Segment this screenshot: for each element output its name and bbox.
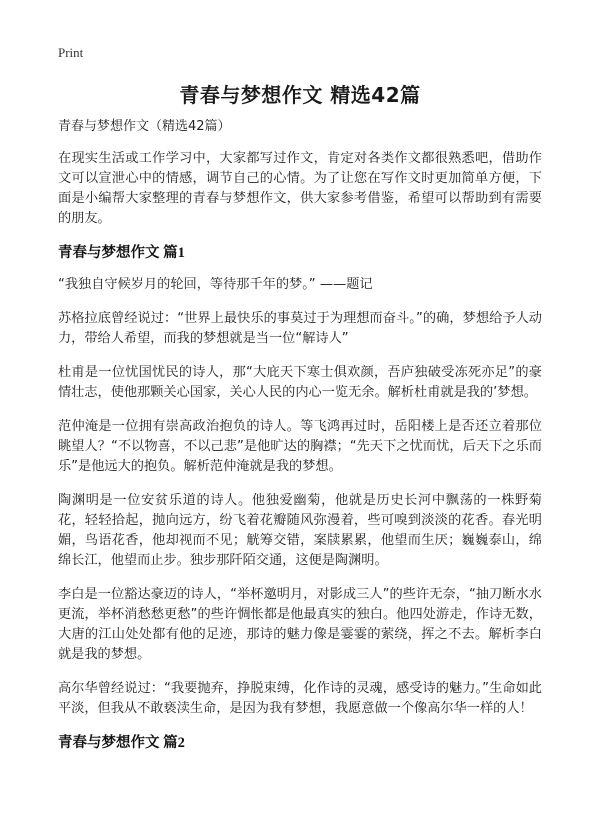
paragraph: 李白是一位豁达豪迈的诗人，“举杯邀明月，对影成三人”的些许无奈，“抽刀断水水更流，举杯消愁愁更愁”的些许惆怅都是他最真实的独白。他四处游走，作诗无数，大唐的江山处处都有他的足迹，那诗的魅力像是霎霎的萦绕，挥之不去。解析李白就是我的梦想。 [58,587,542,662]
paragraph: “我独自守候岁月的轮回，等待那千年的梦。” ——题记 [58,277,373,292]
intro-paragraph: 在现实生活或工作学习中，大家都写过作文，肯定对各类作文都很熟悉吧，借助作文可以宣泄心中的情感，调节自己的心情。为了让您在写作文时更加简单方便，下面是小编帮大家整理的青春与梦想作文，供大家参考借鉴，希望可以帮助到有需要的朋友。 [58,151,542,226]
article-subtitle: 青春与梦想作文（精选42篇） [58,119,231,134]
paragraph: 范仲淹是一位拥有崇高政治抱负的诗人。等飞鸿再过时，岳阳楼上是否还立着那位眺望人？“不以物喜，不以己悲”是他旷达的胸襟；“先天下之忧而忧，后天下之乐而乐”是他远大的抱负。解析范仲淹就是我的梦想。 [58,419,542,474]
section-heading-2: 青春与梦想作文 篇2 [58,735,185,751]
paragraph: 高尔华曾经说过：“我要抛弃，挣脱束缚，化作诗的灵魂，感受诗的魅力。”生命如此平淡，但我从不敢亵渎生命，是因为我有梦想，我愿意做一个像高尔华一样的人！ [58,681,542,716]
section-heading-1: 青春与梦想作文 篇1 [58,245,185,261]
article-body [58,117,542,765]
paragraph: 陶渊明是一位安贫乐道的诗人。他独爱幽菊，他就是历史长河中飘荡的一株野菊花，轻轻拾起，抛向远方，纷飞着花瓣随风弥漫着，些可嗅到淡淡的花香。春光明媚，鸟语花香，他却视而不见；觥筹交错，案牍累累，他望而生厌；巍巍泰山，绵绵长江，他望而止步。独步那阡陌交通，这便是陶渊明。 [58,493,542,568]
paragraph: 苏格拉底曾经说过：“世界上最快乐的事莫过于为理想而奋斗。”的确，梦想给予人动力，带给人希望，而我的梦想就是当一位“解诗人” [58,311,542,346]
page-title: 青春与梦想作文 精选42篇 [179,83,421,107]
paragraph: 杜甫是一位忧国忧民的诗人，那“大庇天下寒士俱欢颜，吾庐独破受冻死亦足”的豪情壮志，使他那颗关心国家，关心人民的内心一览无余。解析杜甫就是我的’梦想。 [58,365,542,400]
print-link[interactable]: Print [58,45,84,60]
